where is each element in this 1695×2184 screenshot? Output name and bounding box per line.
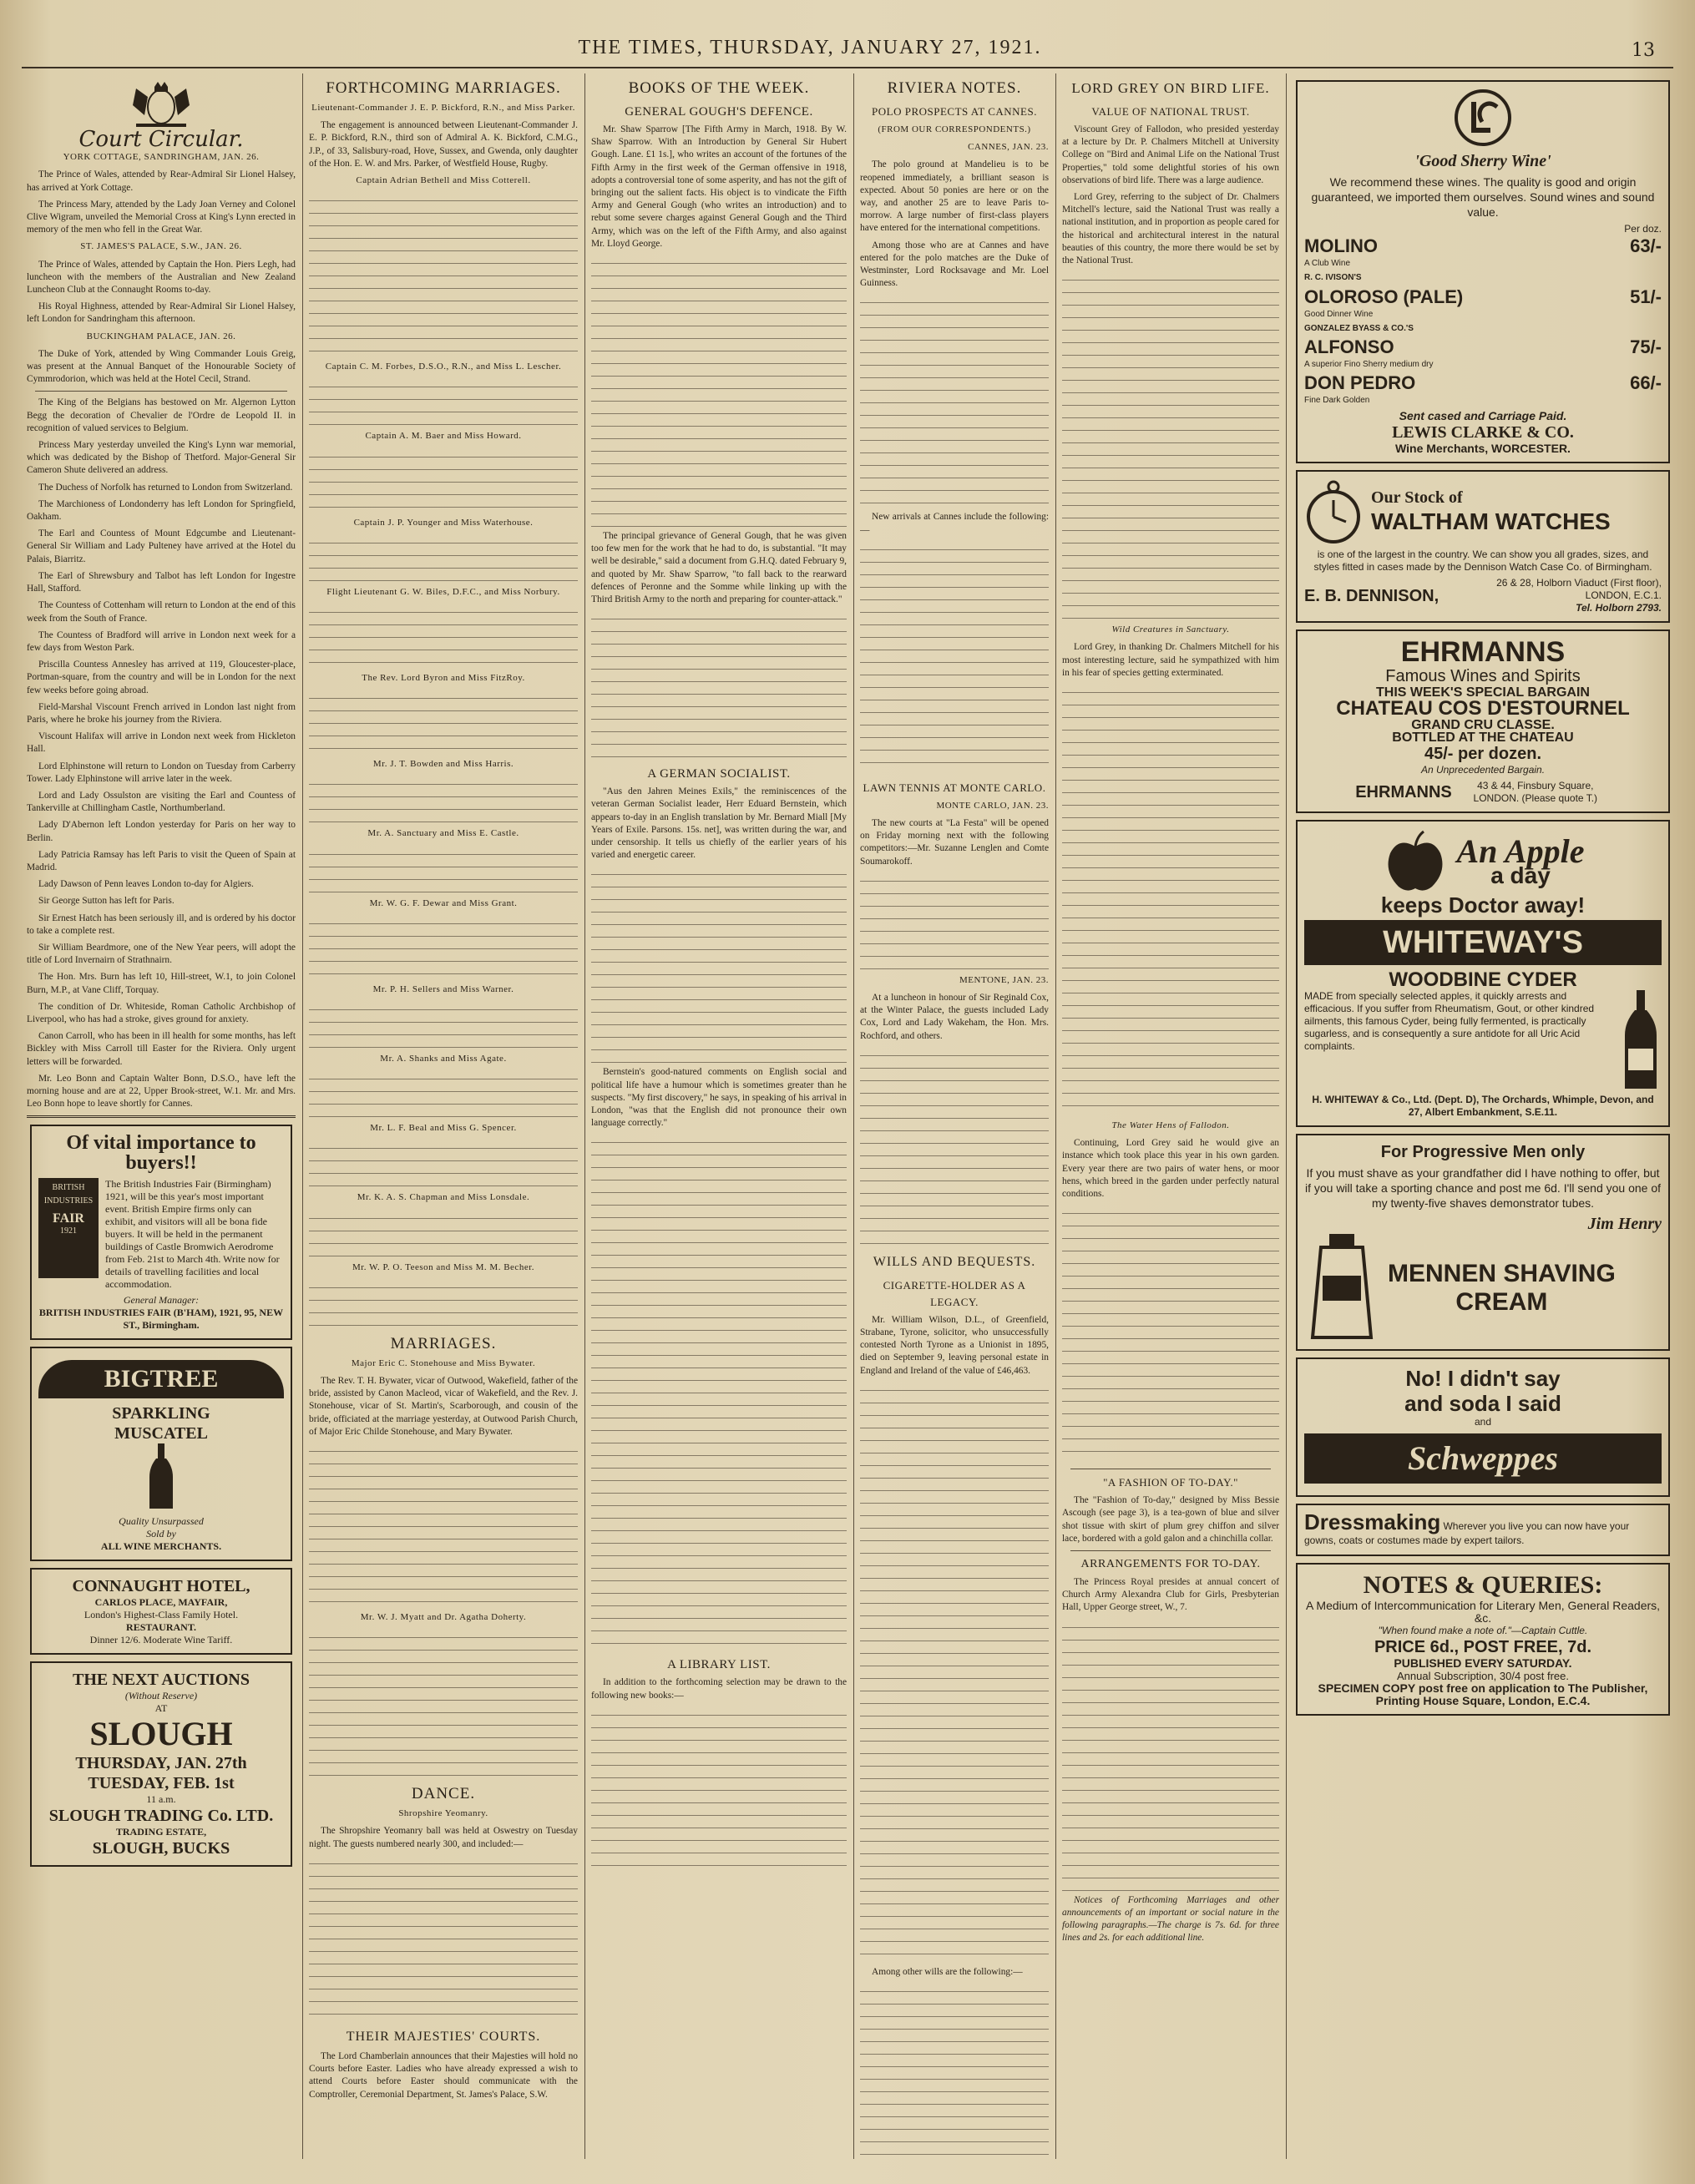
section-heading: MARRIAGES. xyxy=(390,1334,497,1352)
section-heading: DANCE. xyxy=(411,1785,476,1803)
subheading: VALUE OF NATIONAL TRUST. xyxy=(1091,105,1250,118)
ad-brand: Schweppes xyxy=(1304,1433,1662,1484)
ad-address: BRITISH INDUSTRIES FAIR (B'HAM), 1921, 95, NEW ST., Birmingham. xyxy=(38,1307,284,1332)
text-block xyxy=(309,1001,578,1051)
wine-item xyxy=(1304,336,1662,358)
article-paragraph: The polo ground at Mandelieu is to be reopened immediately, a brilliant season is expected. About 50 ponies are here or on the way, and another 25 are to leave Paris to-morrow. A large number of first-class players have entered for the international competitions. xyxy=(860,159,1049,234)
text-block xyxy=(309,846,578,896)
text-block xyxy=(309,448,578,515)
article-paragraph: Lady Dawson of Penn leaves London to-day for Algiers. xyxy=(38,879,254,890)
text-block xyxy=(1062,1619,1279,1894)
fair-cover-text: BRITISH INDUSTRIES xyxy=(43,1183,94,1206)
article-paragraph: The engagement is announced between Lieutenant-Commander J. E. P. Bickford, R.N., third son of Admiral A. K. Bickford, C.M.G., J.P., of 33, Salisbury-road, Hove, Sussex, and Gwenda, only daughter of the Hon. E. W. and Mrs. Parker, of Westfield House, Rugby. xyxy=(309,120,578,169)
text-block xyxy=(309,1070,578,1120)
cyder-bottle-icon xyxy=(1620,990,1662,1090)
entry-heading: The Rev. Lord Byron and Miss FitzRoy. xyxy=(362,673,525,684)
pocket-watch-icon xyxy=(1304,478,1363,545)
article-paragraph: Field-Marshal Viscount French arrived in London last night from Paris, where he broke his journey from the Riviera. xyxy=(27,701,296,725)
text-block xyxy=(309,378,578,428)
ad-product: CREAM xyxy=(1455,1288,1548,1317)
article-paragraph: His Royal Highness, attended by Rear-Admiral Sir Lionel Halsey, left London for Sandringham this afternoon. xyxy=(27,301,296,325)
ad-headline: a day xyxy=(1490,862,1551,889)
entry-heading: Mr. K. A. S. Chapman and Miss Lonsdale. xyxy=(357,1192,530,1203)
column-rule xyxy=(853,73,854,2159)
dateline: CANNES, JAN. 23. xyxy=(968,142,1049,153)
fair-catalogue-image xyxy=(38,1178,99,1278)
ad-headline: 'Good Sherry Wine' xyxy=(1414,152,1551,171)
entry-heading: Mr. A. Shanks and Miss Agate. xyxy=(380,1054,507,1064)
ad-body: We recommend these wines. The quality is good and origin guaranteed, we imported them ourselves. Sound wines and sound value. xyxy=(1311,175,1655,220)
byline: (FROM OUR CORRESPONDENTS.) xyxy=(878,124,1031,134)
ad-brand: CONNAUGHT HOTEL, xyxy=(72,1576,250,1595)
wine-item xyxy=(1304,235,1662,257)
wine-item xyxy=(1304,372,1662,394)
subheading: A LIBRARY LIST. xyxy=(667,1658,771,1672)
entry-heading: Mr. L. F. Beal and Miss G. Spencer. xyxy=(370,1123,517,1134)
article-paragraph: The Princess Royal presides at annual concert of Church Army Alexandra Club for Girls, Presbyterian Hall, Upper George street, W., 7. xyxy=(1062,1577,1279,1613)
subheading: "A FASHION OF TO-DAY." xyxy=(1103,1476,1238,1489)
entry-heading: Mr. J. T. Bowden and Miss Harris. xyxy=(372,759,514,770)
ad-body: Wherever you live you can now have your gowns, coats or costumes made by expert tailors. xyxy=(1304,1520,1630,1546)
wine-maker: GONZALEZ BYASS & CO.'S xyxy=(1304,323,1414,333)
subheading: POLO PROSPECTS AT CANNES. xyxy=(872,105,1037,118)
ad-british-industries-fair xyxy=(30,1125,292,1340)
ad-text: TRADING ESTATE, xyxy=(115,1825,207,1838)
article-paragraph: The condition of Dr. Whiteside, Roman Catholic Archbishop of Liverpool, who has had a stroke, gives ground for anxiety. xyxy=(27,1001,296,1024)
article-paragraph: The Earl of Shrewsbury and Talbot has left London for Ingestre Hall, Stafford. xyxy=(27,570,296,594)
article-paragraph: The Marchioness of Londonderry has left London for Springfield, Oakham. xyxy=(27,498,296,523)
text-block xyxy=(860,541,1049,775)
article-paragraph: The Prince of Wales, attended by Captain the Hon. Piers Legh, had luncheon with the members of the Australian and New Zealand Luncheon Club at the Connaught Rooms to-day. xyxy=(27,259,296,296)
ad-text: SPECIMEN COPY post free on application to The Publisher, Printing House Square, London, E.C.4. xyxy=(1318,1681,1648,1707)
entry-heading: Captain Adrian Bethell and Miss Cotterell. xyxy=(356,175,531,186)
subheading: A GERMAN SOCIALIST. xyxy=(647,767,791,781)
ad-bigtree-muscatel xyxy=(30,1347,292,1560)
article-paragraph: In addition to the forthcoming selection may be drawn to the following new books:— xyxy=(591,1677,847,1701)
ad-text: Famous Wines and Spirits xyxy=(1385,667,1581,686)
wine-name: ALFONSO xyxy=(1304,336,1394,358)
column-adverts xyxy=(1293,73,1673,2159)
ad-text: PUBLISHED EVERY SATURDAY. xyxy=(1394,1656,1572,1670)
ad-text: A Medium of Intercommunication for Literary Men, General Readers, &c. xyxy=(1305,1598,1661,1625)
ad-mennen-shaving xyxy=(1296,1134,1670,1351)
ad-text: BOTTLED AT THE CHATEAU xyxy=(1392,731,1574,746)
article-paragraph: At a luncheon in honour of Sir Reginald Cox, at the Winter Palace, the guests included Lady Cox, Lord and Lady Wakeham, the Hon. Mrs. Rochford, and others. xyxy=(860,993,1049,1041)
fair-cover-text: FAIR xyxy=(53,1211,84,1226)
article-paragraph: Viscount Halifax will arrive in London next week from Hickleton Hall. xyxy=(27,731,296,755)
ad-brand: WHITEWAY'S xyxy=(1304,920,1662,965)
divider xyxy=(35,391,287,392)
ad-headline: An Apple xyxy=(1456,832,1585,871)
ad-schweppes xyxy=(1296,1357,1670,1497)
ad-body: If you must shave as your grandfather did I have nothing to offer, but if you will take a sporting chance and post me 6d. I'll send you one of my twenty-five shaves demonstrator tubes. xyxy=(1304,1166,1662,1211)
column-riviera xyxy=(860,73,1049,2159)
column-court-circular xyxy=(27,73,296,2159)
text-block xyxy=(591,1706,847,1873)
article-paragraph: Princess Mary yesterday unveiled the King's Lynn war memorial, which was dedicated by the Bishop of Thetford. Major-General Sir Cameron Shute delivered an address. xyxy=(27,440,296,476)
text-block xyxy=(860,872,1049,973)
column-rule xyxy=(1286,73,1287,2159)
article-paragraph: The principal grievance of General Gough, that he was given too few men for the work that he had to do, is substantial. "It may well be desirable," said a document from G.H.Q. dated February 9, and quoted by Mr. Shaw Sparrow, "to fall back to the rearward defences of Peronne and the Somme while linking up with the Third British Army to the north and preparing for counter-attack." xyxy=(591,531,847,605)
text-block xyxy=(1062,1205,1279,1464)
ad-text: "When found make a note of."—Captain Cuttle. xyxy=(1378,1624,1588,1636)
subheading: GENERAL GOUGH'S DEFENCE. xyxy=(625,105,813,119)
ad-text: SLOUGH, BUCKS xyxy=(92,1838,230,1858)
entry-heading: Flight Lieutenant G. W. Biles, D.F.C., and Miss Norbury. xyxy=(326,586,560,597)
text-block xyxy=(309,1443,578,1610)
section-heading: WILLS AND BEQUESTS. xyxy=(873,1254,1036,1269)
ad-text: Sent cased and Carriage Paid. xyxy=(1399,409,1567,423)
ad-body: MADE from specially selected apples, it quickly arrests and efficacious. If you suffer from Rheumatism, Gout, or other kindred ailments, this famous Cyder, being fully fermented, is practically sugarless, and is consequently a sure antidote for all Uric Acid complaints. xyxy=(1304,990,1595,1053)
dateline: BUCKINGHAM PALACE, JAN. 26. xyxy=(86,331,236,341)
article-paragraph: Sir George Sutton has left for Paris. xyxy=(38,896,175,907)
entry-heading: Shropshire Yeomanry. xyxy=(398,1808,488,1819)
ad-headline: For Progressive Men only xyxy=(1380,1143,1586,1162)
wine-bottle-icon xyxy=(144,1443,178,1510)
dateline: MENTONE, JAN. 23. xyxy=(959,974,1049,985)
article-paragraph: Lord and Lady Ossulston are visiting the Earl and Countess of Tankerville at Chillingham Castle, Northumberland. xyxy=(27,790,296,814)
subheading: Wild Creatures in Sanctuary. xyxy=(1111,624,1230,635)
ad-text: ALL WINE MERCHANTS. xyxy=(100,1539,222,1552)
ad-address: H. WHITEWAY & Co., Ltd. (Dept. D), The Orchards, Whimple, Devon, and 27, Albert Embankment, S.E.11. xyxy=(1312,1094,1654,1119)
ad-text: 11 a.m. xyxy=(146,1792,176,1805)
ad-company: E. B. DENNISON, xyxy=(1304,586,1439,605)
wine-price: 63/- xyxy=(1630,235,1662,257)
section-heading: LORD GREY ON BIRD LIFE. xyxy=(1071,80,1270,96)
entry-heading: Lieutenant-Commander J. E. P. Bickford, R.N., and Miss Parker. xyxy=(311,103,575,113)
article-paragraph: New arrivals at Cannes include the following:— xyxy=(860,512,1049,535)
entry-heading: Mr. W. P. O. Teeson and Miss M. M. Becher. xyxy=(352,1261,535,1272)
ad-headline: and soda I said xyxy=(1404,1391,1561,1417)
entry-heading: Mr. W. J. Myatt and Dr. Agatha Doherty. xyxy=(360,1612,527,1623)
ad-brand: SLOUGH xyxy=(89,1714,233,1752)
article-paragraph: Continuing, Lord Grey said he would give an instance which took place this year in his own garden. Every year there are two pairs of water hens, or moor hens, which breed in the garden under perfectly natural conditions. xyxy=(1062,1138,1279,1200)
ad-text: Sold by xyxy=(146,1527,176,1539)
text-block xyxy=(1062,684,1279,1118)
text-block xyxy=(1062,271,1279,622)
article-paragraph: Mr. Shaw Sparrow [The Fifth Army in March, 1918. By W. Shaw Sparrow. With an Introduction by General Sir Hubert Gough. Lane. £1 1s.], who writes an account of the fortunes of the Fifth Army in the first week of the German offensive in 1918, adopts a controversial tone of some asperity, and has not the gift of bringing out the salient facts. His object is to vindicate the Fifth Army and General Gough (who writes an introduction) and to rebut some severe charges against General Gough and the Third Army, which was on the left of the Fifth Army, and also against Mr. Lloyd George. xyxy=(591,124,847,249)
ad-brand: EHRMANNS xyxy=(1400,636,1566,669)
subheading: LAWN TENNIS AT MONTE CARLO. xyxy=(863,781,1046,794)
ad-tagline: keeps Doctor away! xyxy=(1380,892,1586,918)
wine-maker: R. C. IVISON'S xyxy=(1304,273,1362,283)
wine-note: Good Dinner Wine xyxy=(1304,309,1374,319)
article-paragraph: Viscount Grey of Fallodon, who presided yesterday at a lecture by Dr. P. Chalmers Mitchell at University College on "Bird and Animal Life on the National Trust Properties," told some delightful stories of his own observations of bird life. There was a large audience. xyxy=(1062,124,1279,185)
article-paragraph: Lord Grey, referring to the subject of Dr. Chalmers Mitchell's lecture, said the National Trust was really a national institution, and in proportion as people cared for the historical and architectural interest in the natural beauties of this country, the more there would be set by the National Trust. xyxy=(1062,192,1279,266)
text-block xyxy=(309,1855,578,2022)
text-block xyxy=(309,1140,578,1190)
text-block xyxy=(309,776,578,826)
ad-tagline: Quality Unsurpassed xyxy=(119,1514,204,1527)
text-block xyxy=(860,1983,1049,2159)
ad-ehrmanns xyxy=(1296,629,1670,813)
signature: Jim Henry xyxy=(1587,1215,1662,1234)
ad-connaught-hotel xyxy=(30,1568,292,1655)
wine-name: MOLINO xyxy=(1304,235,1378,257)
lc-logo-icon xyxy=(1454,88,1512,147)
ad-phone: Tel. Holborn 2793. xyxy=(1576,602,1662,614)
ad-text: (Without Reserve) xyxy=(124,1689,198,1701)
ad-text: General Manager: xyxy=(123,1294,200,1307)
ad-text: and xyxy=(1474,1416,1492,1428)
subheading: The Water Hens of Fallodon. xyxy=(1111,1120,1230,1131)
column-lord-grey xyxy=(1062,73,1279,2159)
text-block xyxy=(591,1134,847,1651)
wine-item xyxy=(1304,286,1662,308)
article-paragraph: Notices of Forthcoming Marriages and other announcements of an important or social nature in the following paragraphs.—The charge is 7s. 6d. for three lines and 2s. for each additional line. xyxy=(1062,1894,1279,1944)
ad-product: SPARKLING xyxy=(112,1404,210,1423)
ad-dressmaking xyxy=(1296,1504,1670,1555)
article-paragraph: The Lord Chamberlain announces that their Majesties will hold no Courts before Easter. Ladies who have already expressed a wish to attend Courts before Easter should communicate with the Comptroller, Ceremonial Department, St. James's Palace, S.W. xyxy=(309,2050,578,2100)
entry-heading: Captain C. M. Forbes, D.S.O., R.N., and Miss L. Lescher. xyxy=(325,361,562,372)
article-paragraph: The Countess of Bradford will arrive in London next week for a few days from Weston Park. xyxy=(27,629,296,653)
text-block xyxy=(591,866,847,1066)
wine-price: 66/- xyxy=(1630,372,1662,394)
article-paragraph: The Earl and Countess of Mount Edgcumbe and Lieutenant-General Sir William and Lady Pulteney have arrived at the Hotel du Palais, Biarritz. xyxy=(27,528,296,564)
ad-brand: LEWIS CLARKE & CO. xyxy=(1392,423,1574,442)
article-paragraph: Sir William Beardmore, one of the New Year peers, will adopt the title of Lord Invernairn of Strathnairn. xyxy=(27,942,296,966)
ad-brand: BIGTREE xyxy=(38,1360,284,1398)
ad-brand: WALTHAM WATCHES xyxy=(1371,508,1611,535)
divider xyxy=(27,1115,296,1118)
subheading: CIGARETTE-HOLDER AS A LEGACY. xyxy=(883,1278,1026,1308)
entry-heading: Mr. A. Sanctuary and Miss E. Castle. xyxy=(367,828,519,839)
fair-cover-text: 1921 xyxy=(60,1226,77,1236)
article-paragraph: The Princess Mary, attended by the Lady Joan Verney and Colonel Clive Wigram, unveiled the Memorial Cross at King's Lynn erected in memory of the men who fell in the Great War. xyxy=(27,199,296,235)
wine-note: A Club Wine xyxy=(1304,259,1351,269)
ad-waltham-watches xyxy=(1296,470,1670,623)
top-rule xyxy=(22,67,1673,68)
wine-note: A superior Fino Sherry medium dry xyxy=(1304,360,1434,370)
ad-text: GRAND CRU CLASSE. xyxy=(1411,718,1555,733)
section-heading: BOOKS OF THE WEEK. xyxy=(628,79,810,97)
text-block xyxy=(309,534,578,584)
section-heading: THEIR MAJESTIES' COURTS. xyxy=(346,2029,541,2044)
text-block xyxy=(309,1210,578,1260)
ad-address: 43 & 44, Finsbury Square, LONDON. (Please quote T.) xyxy=(1473,780,1598,805)
text-block xyxy=(309,1279,578,1329)
wine-note: Fine Dark Golden xyxy=(1304,396,1370,406)
royal-crest-icon xyxy=(111,80,211,130)
ad-text: Wine Merchants, WORCESTER. xyxy=(1395,442,1571,456)
article-paragraph: Mr. Leo Bonn and Captain Walter Bonn, D.S.O., have left the morning house and are at 22, Upper Brook-street, W.1. Mr. and Mrs. Leo Bonn hope to leave shortly for Cannes. xyxy=(27,1073,296,1110)
ad-text: Annual Subscription, 30/4 post free. xyxy=(1397,1669,1569,1682)
ad-address: 26 & 28, Holborn Viaduct (First floor), LONDON, E.C.1. xyxy=(1496,577,1662,602)
ad-slough-auctions xyxy=(30,1661,292,1867)
article-paragraph: Lord Grey, in thanking Dr. Chalmers Mitchell for his most interesting lecture, said he sympathized with him in his fear of species getting exterminated. xyxy=(1062,642,1279,678)
column-marriages xyxy=(309,73,578,2159)
ad-text: Our Stock of xyxy=(1371,488,1463,508)
dateline: ST. JAMES'S PALACE, S.W., JAN. 26. xyxy=(80,241,242,252)
ad-notes-and-queries xyxy=(1296,1563,1670,1716)
text-block xyxy=(309,915,578,982)
ad-date: TUESDAY, FEB. 1st xyxy=(88,1773,235,1792)
page-number: 13 xyxy=(1632,40,1655,61)
court-circular-title: Court Circular. xyxy=(78,127,244,152)
shaving-cream-tube-icon xyxy=(1304,1234,1379,1342)
text-block xyxy=(309,604,578,670)
text-block xyxy=(860,1382,1049,1966)
ad-text: An Unprecedented Bargain. xyxy=(1420,764,1546,776)
entry-heading: Captain A. M. Baer and Miss Howard. xyxy=(365,431,522,442)
entry-heading: Major Eric C. Stonehouse and Miss Bywater. xyxy=(351,1357,536,1368)
article-paragraph: Lady D'Abernon left London yesterday for Paris on her way to Berlin. xyxy=(27,820,296,843)
ad-lewis-clarke-sherry xyxy=(1296,80,1670,463)
ad-whiteways-cyder xyxy=(1296,820,1670,1127)
article-paragraph: Among those who are at Cannes and have entered for the polo matches are the Duke of Westminster, Lord Rocksavage and Mr. Loel Guinness. xyxy=(860,240,1049,289)
article-paragraph: Mr. William Wilson, D.L., of Greenfield, Strabane, Tyrone, solicitor, who unsuccessfully contested North Tyrone as a Unionist in 1895, died on September 9, leaving personal estate in England and Ireland of the value of £46,463. xyxy=(860,1314,1049,1376)
divider xyxy=(1070,1550,1271,1551)
wine-name: OLOROSO (PALE) xyxy=(1304,286,1464,307)
column-rule xyxy=(584,73,585,2159)
ad-text: Per doz. xyxy=(1624,223,1662,235)
article-paragraph: The Duke of York, attended by Wing Commander Louis Greig, was present at the Annual Banquet of the Honourable Society of Cymmrodorion, which was held at the Hotel Cecil, Strand. xyxy=(27,348,296,385)
ad-text: CARLOS PLACE, MAYFAIR, xyxy=(94,1595,228,1608)
wine-price: 75/- xyxy=(1630,336,1662,358)
ad-text: London's Highest-Class Family Hotel. xyxy=(83,1608,239,1620)
ad-text: THIS WEEK'S SPECIAL BARGAIN xyxy=(1376,685,1590,700)
ad-brand: NOTES & QUERIES: xyxy=(1363,1570,1603,1599)
ad-product: WOODBINE CYDER xyxy=(1389,968,1577,992)
ad-text: RESTAURANT. xyxy=(126,1620,196,1633)
article-paragraph: The Hon. Mrs. Burn has left 10, Hill-street, W.1, to join Colonel Burn, M.P., at Vane Cliff, Torquay. xyxy=(27,972,296,995)
ad-brand: Dressmaking xyxy=(1304,1509,1441,1535)
ad-text: AT xyxy=(154,1701,168,1714)
dateline: YORK COTTAGE, SANDRINGHAM, JAN. 26. xyxy=(63,152,260,163)
article-paragraph: Among other wills are the following:— xyxy=(872,1966,1023,1977)
ad-company: SLOUGH TRADING Co. LTD. xyxy=(48,1806,274,1825)
text-block xyxy=(309,192,578,359)
text-block xyxy=(309,1629,578,1779)
wine-name: DON PEDRO xyxy=(1304,372,1416,394)
apple-icon xyxy=(1382,828,1449,895)
text-block xyxy=(591,610,847,761)
section-heading: RIVIERA NOTES. xyxy=(887,79,1022,97)
masthead: THE TIMES, THURSDAY, JANUARY 27, 1921. xyxy=(578,37,1042,58)
ad-company: EHRMANNS xyxy=(1355,783,1452,802)
text-block xyxy=(860,1047,1049,1247)
ad-headline: THE NEXT AUCTIONS xyxy=(73,1670,250,1689)
column-rule xyxy=(302,73,303,2159)
column-rule xyxy=(1055,73,1056,2159)
column-books xyxy=(591,73,847,2159)
ad-product: CHATEAU COS D'ESTOURNEL xyxy=(1336,697,1630,720)
ad-brand: MENNEN SHAVING xyxy=(1388,1260,1616,1288)
article-paragraph: "Aus den Jahren Meines Exils," the reminiscences of the veteran German Socialist leader, Herr Eduard Bernstein, which appears to-day in an English translation by Mr. Bernard Miall [My Years of Exile. Parsons. 15s. net], was written during the war, and under censorship. It tells us chiefly of the earlier years of his varied and energetic career. xyxy=(591,786,847,861)
article-paragraph: The Duchess of Norfolk has returned to London from Switzerland. xyxy=(38,482,293,493)
text-block xyxy=(591,255,847,530)
ad-date: THURSDAY, JAN. 27th xyxy=(75,1753,247,1772)
article-paragraph: The Prince of Wales, attended by Rear-Admiral Sir Lionel Halsey, has arrived at York Cottage. xyxy=(27,169,296,193)
ad-headline: Of vital importance to buyers!! xyxy=(66,1132,256,1175)
entry-heading: Mr. W. G. F. Dewar and Miss Grant. xyxy=(369,897,518,908)
article-paragraph: Canon Carroll, who has been in ill health for some months, has left Bickley with Miss Carroll till Easter for the Riviera. Only urgent letters will be forwarded. xyxy=(27,1031,296,1067)
article-paragraph: The "Fashion of To-day," designed by Miss Bessie Ascough (see page 3), is a tea-gown of blue and silver shot tissue with skirt of plum grey chiffon and silver lace, bordered with a gold galon and a chinchilla collar. xyxy=(1062,1495,1279,1544)
ad-body: is one of the largest in the country. We can show you all grades, sizes, and styles fitted in cases made by the Dennison Watch Case Co. of Birmingham. xyxy=(1313,549,1652,574)
ad-headline: No! I didn't say xyxy=(1405,1366,1561,1392)
article-paragraph: Lord Elphinstone will return to London on Tuesday from Carberry Tower. Lady Elphinstone will arrive later in the week. xyxy=(27,761,296,784)
article-paragraph: The King of the Belgians has bestowed on Mr. Algernon Lytton Begg the decoration of Chevalier de l'Ordre de Leopold II. in recognition of valued services to Belgium. xyxy=(27,397,296,433)
article-paragraph: Bernstein's good-natured comments on English social and political life have a humour which is sometimes greater than he suspects. "My first discovery," he says, in speaking of his arrival in London, "was that the English did not pronounce their own language correctly." xyxy=(591,1067,847,1129)
entry-heading: Mr. P. H. Sellers and Miss Warner. xyxy=(372,983,514,994)
wine-price: 51/- xyxy=(1630,286,1662,307)
article-paragraph: Lady Patricia Ramsay has left Paris to visit the Queen of Spain at Madrid. xyxy=(27,849,296,872)
ad-product: MUSCATEL xyxy=(114,1424,208,1443)
entry-heading: Captain J. P. Younger and Miss Waterhouse. xyxy=(353,517,534,528)
section-heading: FORTHCOMING MARRIAGES. xyxy=(326,79,561,97)
ad-price: 45/- per dozen. xyxy=(1424,745,1542,764)
article-paragraph: Sir Ernest Hatch has been seriously ill, and is ordered by his doctor to take a complete rest. xyxy=(27,913,296,936)
article-paragraph: The Countess of Cottenham will return to London at the end of this week from the South of France. xyxy=(27,600,296,624)
ad-price: PRICE 6d., POST FREE, 7d. xyxy=(1374,1637,1592,1656)
ad-text: Dinner 12/6. Moderate Wine Tariff. xyxy=(89,1633,233,1646)
article-paragraph: The Rev. T. H. Bywater, vicar of Outwood, Wakefield, father of the bride, assisted by Canon Macleod, vicar of Wakefield, and the Rev. J. Stonehouse, vicar of St. Martin's, Scarborough, and cousin of the bride, officiated at the marriage yesterday, at Outwood Parish Church, of Major Eric Childe Stonehouse, and Mary Bywater. xyxy=(309,1376,578,1437)
ad-body: The British Industries Fair (Birmingham) 1921, will be this year's most important event. British Empire firms only can exhibit, and visitors will all be bona fide buyers. It will be held in the permanent buildings of Castle Bromwich Aerodrome from Feb. 21st to March 4th. Write now for details of travelling facilities and local accommodation. xyxy=(105,1178,280,1291)
subheading: ARRANGEMENTS FOR TO-DAY. xyxy=(1080,1558,1261,1571)
article-paragraph: Priscilla Countess Annesley has arrived at 119, Gloucester-place, Portman-square, from the country and will be in London for the next few weeks before going abroad. xyxy=(27,660,296,695)
article-paragraph: The new courts at "La Festa" will be opened on Friday morning next with the following competitors:—Mr. Suzanne Lenglen and Comte Soumarokoff. xyxy=(860,818,1049,867)
article-paragraph: The Shropshire Yeomanry ball was held at Oswestry on Tuesday night. The guests numbered nearly 300, and included:— xyxy=(309,1826,578,1849)
dateline: MONTE CARLO, JAN. 23. xyxy=(936,800,1049,811)
text-block xyxy=(309,690,578,756)
text-block xyxy=(860,294,1049,511)
